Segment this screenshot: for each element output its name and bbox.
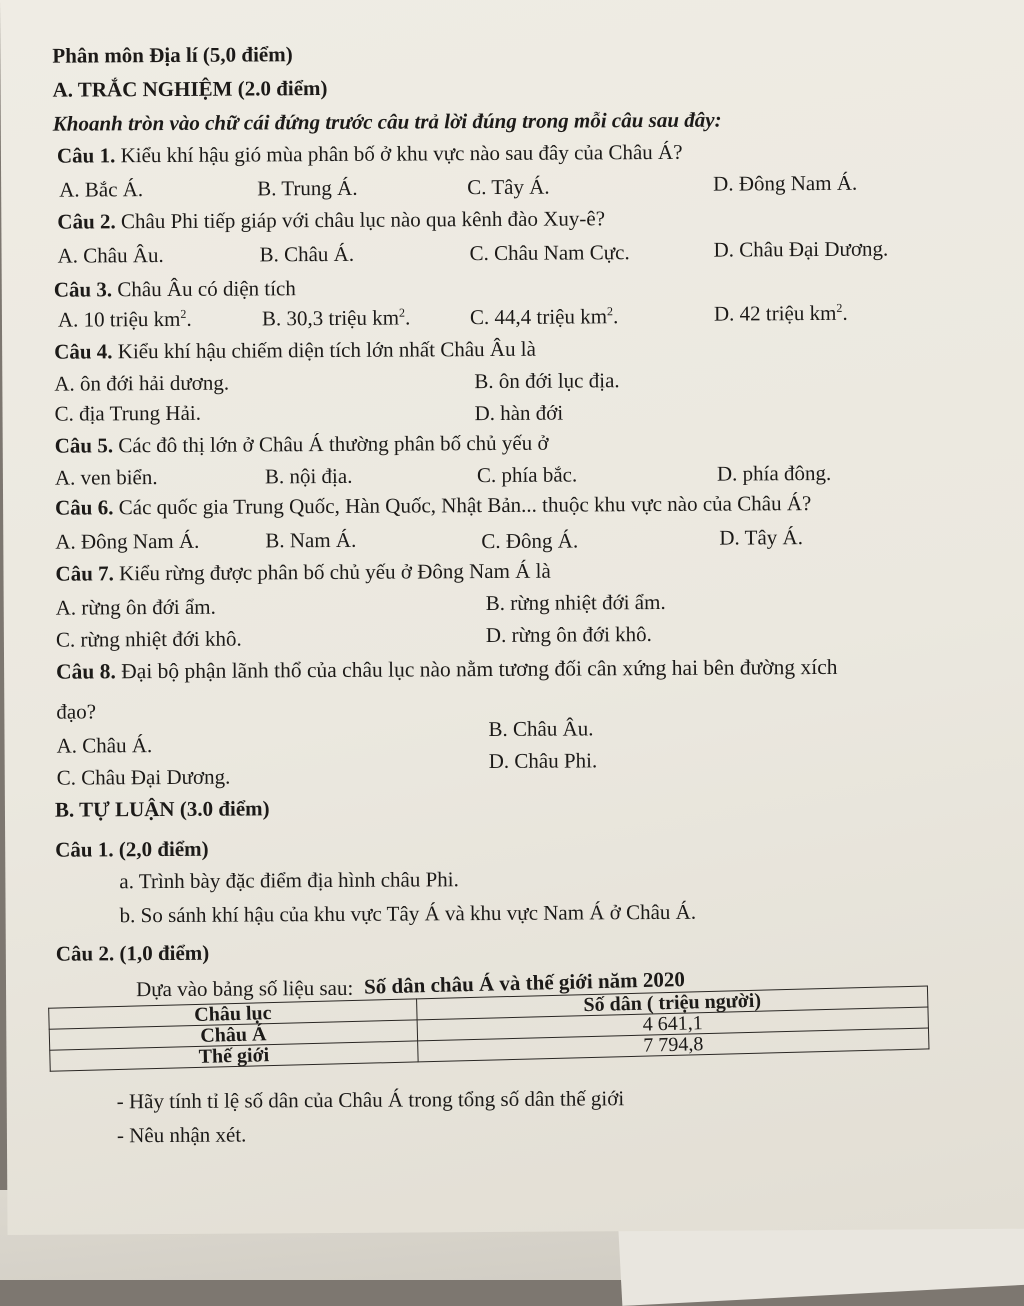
essay-q1-a: a. Trình bày đặc điểm địa hình châu Phi. (119, 867, 459, 894)
question-4: Câu 4. Kiểu khí hậu chiếm diện tích lớn nhất Châu Âu là (54, 336, 537, 364)
essay-q2-title: Câu 2. (1,0 điểm) (55, 940, 210, 966)
question-8: Câu 8. Đại bộ phận lãnh thổ của châu lục nào nằm tương đối cân xứng hai bên đường xích (56, 654, 838, 684)
section-b-title: B. TỰ LUẬN (3.0 điểm) (54, 796, 270, 822)
essay-q1-title: Câu 1. (2,0 điểm) (55, 836, 209, 862)
essay-q1-b: b. So sánh khí hậu của khu vực Tây Á và khu vực Nam Á ở Châu Á. (119, 899, 697, 928)
q1-option-d[interactable]: D. Đông Nam Á. (713, 170, 858, 196)
question-7: Câu 7. Kiểu rừng được phân bố chủ yếu ở Đông Nam Á là (55, 558, 551, 586)
q2-option-b[interactable]: B. Châu Á. (259, 241, 355, 267)
section-a-title: A. TRẮC NGHIỆM (2.0 điểm) (52, 76, 328, 102)
q4-option-d[interactable]: D. hàn đới (474, 400, 564, 426)
table-cell-continent: Châu Á (49, 1020, 417, 1050)
subject-heading: Phân môn Địa lí (5,0 điểm) (52, 42, 293, 68)
q6-option-c[interactable]: C. Đông Á. (481, 528, 579, 554)
question-2: Câu 2. Châu Phi tiếp giáp với châu lục nào qua kênh đào Xuy-ê? (57, 206, 606, 234)
table-caption: Số dân châu Á và thế giới năm 2020 (363, 967, 686, 999)
q1-option-c[interactable]: C. Tây Á. (467, 174, 550, 200)
q7-option-b[interactable]: B. rừng nhiệt đới ẩm. (485, 589, 666, 616)
q3-option-d[interactable]: D. 42 triệu $km^2$. (713, 300, 848, 326)
question-1: Câu 1. Kiểu khí hậu gió mùa phân bố ở khu vực nào sau đây của Châu Á? (56, 139, 683, 168)
q2-option-d[interactable]: D. Châu Đại Dương. (713, 236, 889, 262)
q5-option-a[interactable]: A. ven biển. (54, 465, 158, 490)
q1-option-a[interactable]: A. Bắc Á. (59, 177, 144, 202)
q3-option-b[interactable]: B. 30,3 triệu $km^2$. (261, 305, 411, 331)
q3-option-a[interactable]: A. 10 triệu $km^2$. (57, 306, 192, 332)
q7-option-a[interactable]: A. rừng ôn đới ẩm. (55, 594, 216, 620)
q2-option-c[interactable]: C. Châu Nam Cực. (469, 240, 630, 266)
task-1: - Hãy tính tỉ lệ số dân của Châu Á trong tổng số dân thế giới (116, 1086, 625, 1114)
q3-option-c[interactable]: C. 44,4 triệu $km^2$. (469, 304, 619, 330)
q6-option-a[interactable]: A. Đông Nam Á. (55, 528, 200, 554)
table-cell-continent: Thế giới (50, 1041, 418, 1071)
table-cell-population: 4 641,1 (417, 1007, 928, 1041)
q6-option-b[interactable]: B. Nam Á. (265, 527, 357, 553)
q7-option-c[interactable]: C. rừng nhiệt đới khô. (55, 626, 242, 652)
q4-option-c[interactable]: C. địa Trung Hải. (54, 400, 202, 426)
q1-option-b[interactable]: B. Trung Á. (257, 175, 358, 201)
q5-option-d[interactable]: D. phía đông. (716, 460, 832, 486)
q5-option-c[interactable]: C. phía bắc. (476, 462, 578, 488)
table-header-continent: Châu lục (49, 999, 417, 1029)
q8-option-c[interactable]: C. Châu Đại Dương. (56, 764, 231, 790)
table-cell-population: 7 794,8 (418, 1028, 929, 1062)
question-8-continued: đạo? (56, 699, 97, 724)
table-header-population: Số dân ( triệu người) (417, 986, 928, 1020)
q2-option-a[interactable]: A. Châu Âu. (57, 243, 164, 268)
q4-option-b[interactable]: B. ôn đới lục địa. (474, 368, 620, 394)
q8-option-b[interactable]: B. Châu Âu. (488, 716, 594, 742)
q7-option-d[interactable]: D. rừng ôn đới khô. (485, 622, 652, 648)
q5-option-b[interactable]: B. nội địa. (264, 463, 353, 489)
task-2: - Nêu nhận xét. (116, 1122, 247, 1148)
question-5: Câu 5. Các đô thị lớn ở Châu Á thường phân bố chủ yếu ở (54, 430, 549, 458)
q4-option-a[interactable]: A. ôn đới hải dương. (54, 370, 230, 396)
q8-option-a[interactable]: A. Châu Á. (56, 733, 153, 758)
question-6: Câu 6. Các quốc gia Trung Quốc, Hàn Quốc, Nhật Bản... thuộc khu vực nào của Châu Á? (55, 491, 812, 520)
q6-option-d[interactable]: D. Tây Á. (719, 525, 803, 550)
question-3: Câu 3. Châu Âu có diện tích (53, 276, 296, 302)
q8-option-d[interactable]: D. Châu Phi. (488, 748, 598, 774)
essay-q2-intro: Dựa vào bảng số liệu sau: (135, 975, 354, 1002)
instruction: Khoanh tròn vào chữ cái đứng trước câu trả lời đúng trong mỗi câu sau đây: (52, 107, 722, 136)
